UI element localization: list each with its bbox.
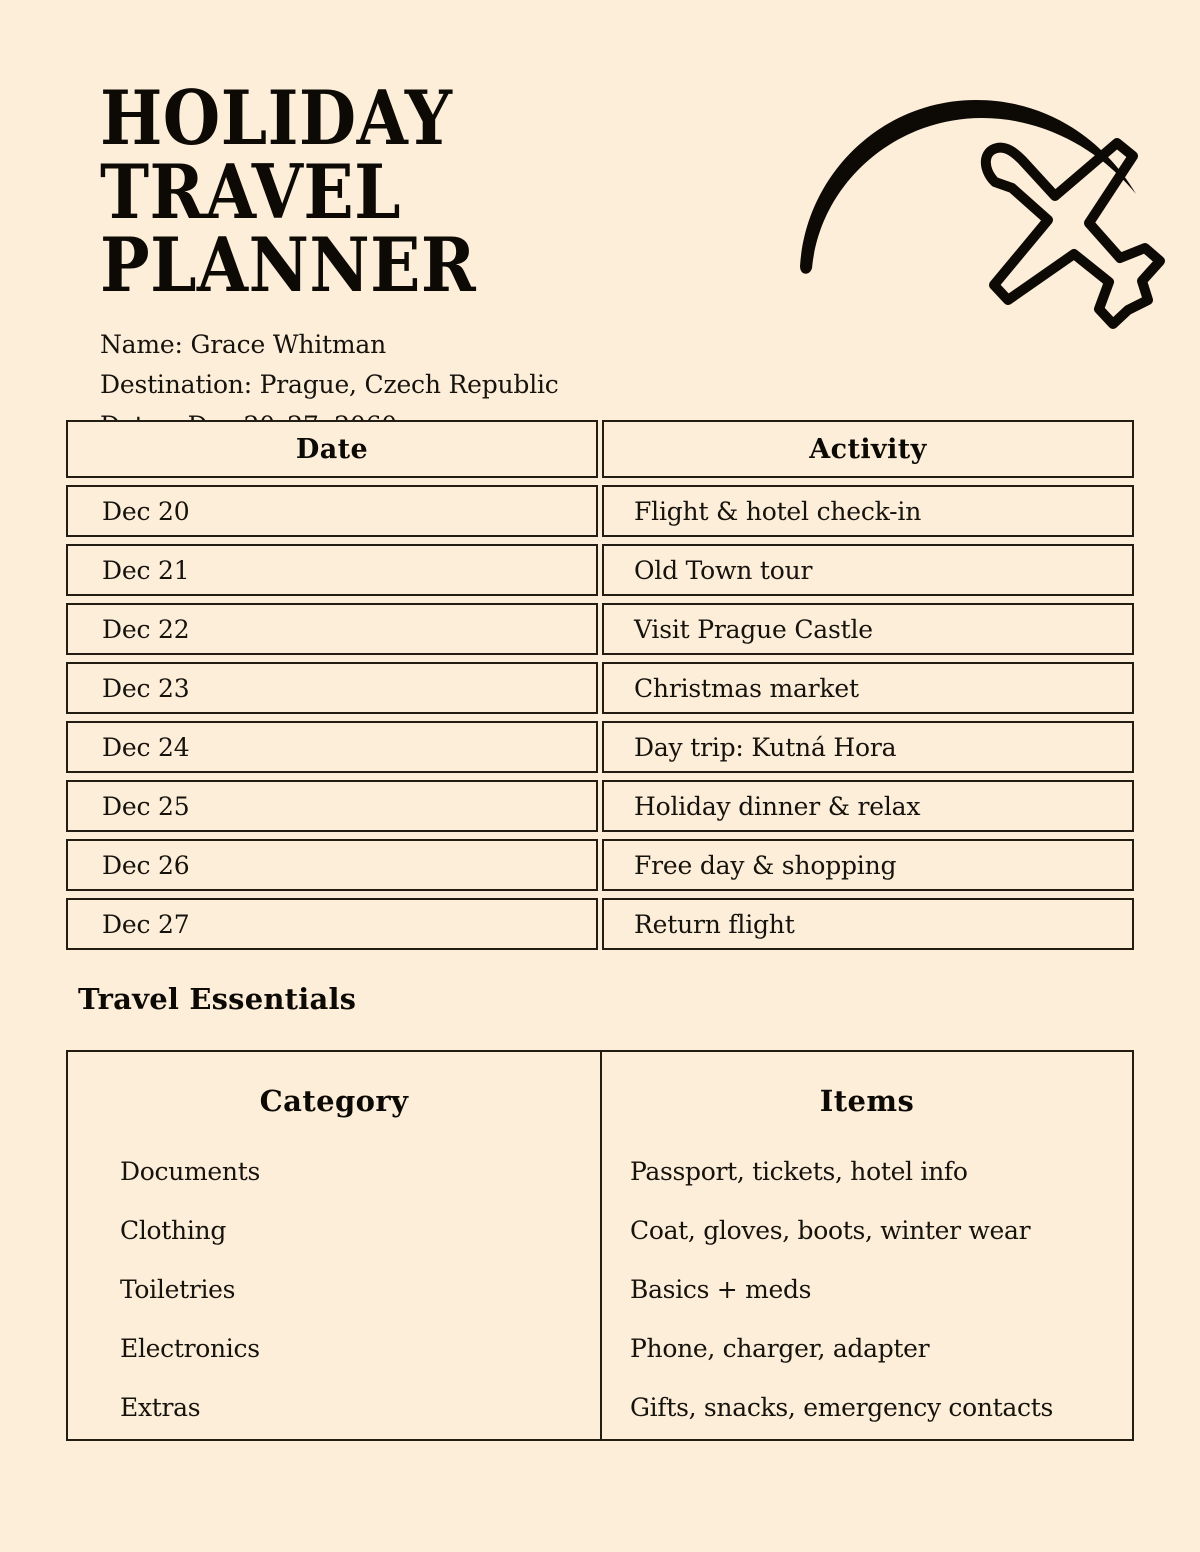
itinerary-header-activity (602, 420, 1134, 478)
page-title (100, 74, 716, 309)
itinerary-header-date-label: Date (295, 433, 369, 465)
table-row (66, 898, 1134, 950)
list-item: Passport, tickets, hotel info (630, 1157, 968, 1186)
itinerary-date-cell (66, 603, 598, 655)
itinerary-activity-value: Free day & shopping (634, 850, 897, 880)
essentials-section-title: Travel Essentials (78, 982, 357, 1016)
list-item: Phone, charger, adapter (630, 1334, 930, 1363)
list-item: Extras (120, 1393, 201, 1422)
list-item: Clothing (120, 1216, 227, 1245)
itinerary-activity-cell (602, 544, 1134, 596)
itinerary-activity-cell (602, 485, 1134, 537)
document-header (100, 74, 800, 446)
meta-name-line: Name: Grace Whitman (100, 329, 386, 359)
itinerary-header-row (66, 420, 1134, 478)
itinerary-date-value: Dec 25 (102, 791, 190, 821)
itinerary-date-value: Dec 23 (102, 673, 190, 703)
essentials-table (66, 1050, 1134, 1441)
itinerary-date-cell (66, 662, 598, 714)
itinerary-date-value: Dec 20 (102, 496, 190, 526)
itinerary-activity-value: Holiday dinner & relax (634, 791, 921, 821)
itinerary-date-value: Dec 27 (102, 909, 190, 939)
itinerary-activity-value: Day trip: Kutná Hora (634, 732, 897, 762)
itinerary-activity-cell (602, 721, 1134, 773)
itinerary-table (66, 420, 1134, 950)
itinerary-activity-cell (602, 662, 1134, 714)
itinerary-activity-value: Flight & hotel check-in (634, 496, 922, 526)
itinerary-date-cell (66, 544, 598, 596)
itinerary-activity-cell (602, 780, 1134, 832)
table-row (66, 603, 1134, 655)
itinerary-header-date (66, 420, 598, 478)
essentials-header-category: Category (259, 1084, 409, 1118)
title-line-2: PLANNER (100, 221, 477, 309)
itinerary-activity-value: Christmas market (634, 673, 859, 703)
list-item: Coat, gloves, boots, winter wear (630, 1216, 1031, 1245)
table-row (66, 662, 1134, 714)
itinerary-date-cell (66, 839, 598, 891)
itinerary-activity-value: Visit Prague Castle (634, 614, 873, 644)
essentials-category-column (68, 1052, 602, 1439)
meta-destination-line: Destination: Prague, Czech Republic (100, 370, 559, 399)
itinerary-header-activity-label: Activity (809, 433, 927, 465)
essentials-items-list (602, 1142, 1132, 1437)
table-row (66, 544, 1134, 596)
list-item: Toiletries (120, 1275, 236, 1304)
table-row (66, 485, 1134, 537)
essentials-header-items: Items (819, 1084, 915, 1118)
flight-path-arc-icon (800, 100, 1136, 274)
itinerary-date-cell (66, 485, 598, 537)
itinerary-date-value: Dec 22 (102, 614, 190, 644)
list-item: Documents (120, 1157, 260, 1186)
list-item: Electronics (120, 1334, 260, 1363)
itinerary-activity-cell (602, 898, 1134, 950)
plane-body-icon (986, 143, 1160, 324)
essentials-category-list (68, 1142, 600, 1437)
list-item: Gifts, snacks, emergency contacts (630, 1393, 1053, 1422)
itinerary-date-cell (66, 898, 598, 950)
itinerary-activity-value: Old Town tour (634, 555, 813, 585)
table-row (66, 721, 1134, 773)
itinerary-date-value: Dec 26 (102, 850, 190, 880)
list-item: Basics + meds (630, 1275, 812, 1304)
essentials-items-column (602, 1052, 1132, 1439)
itinerary-activity-cell (602, 603, 1134, 655)
itinerary-date-value: Dec 24 (102, 732, 190, 762)
itinerary-date-cell (66, 780, 598, 832)
airplane-takeoff-icon (786, 78, 1186, 378)
table-row (66, 839, 1134, 891)
itinerary-date-cell (66, 721, 598, 773)
itinerary-activity-cell (602, 839, 1134, 891)
itinerary-activity-value: Return flight (634, 909, 795, 939)
title-line-1: HOLIDAY TRAVEL (100, 74, 453, 236)
table-row (66, 780, 1134, 832)
itinerary-date-value: Dec 21 (102, 555, 190, 585)
